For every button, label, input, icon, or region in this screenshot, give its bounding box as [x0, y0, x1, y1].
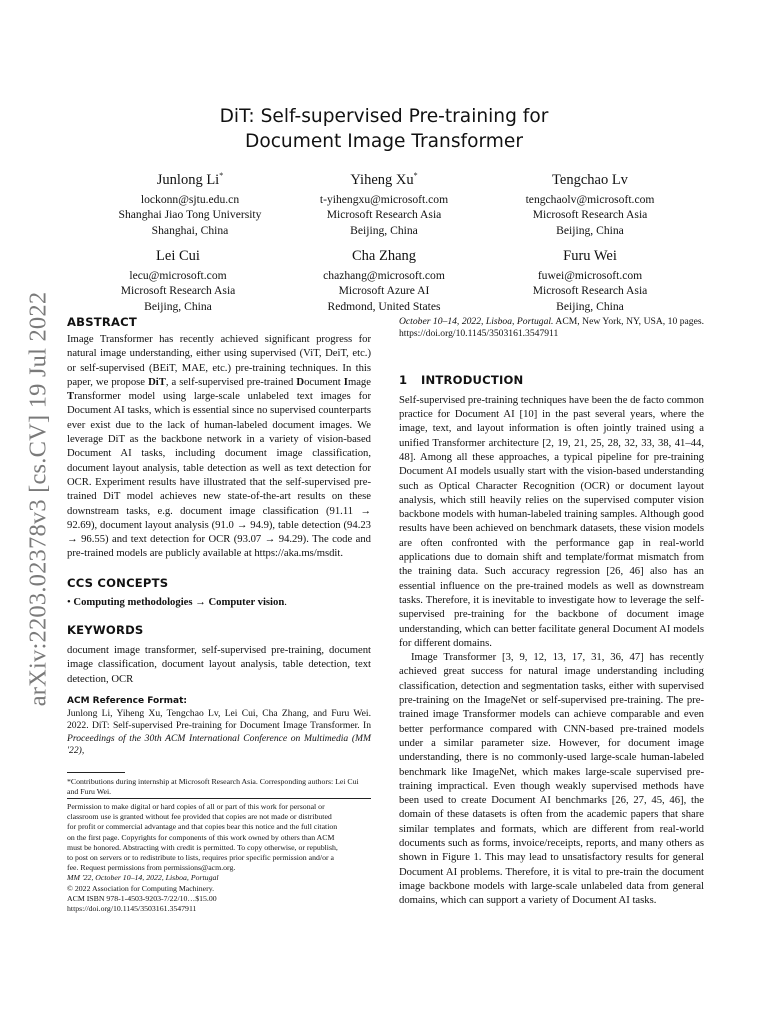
author-location: Redmond, United States — [327, 300, 441, 314]
author-name: Tengchao Lv — [552, 171, 628, 188]
author-affiliation: Shanghai Jiao Tong University — [118, 208, 262, 222]
author-location: Beijing, China — [350, 224, 418, 238]
keywords-heading: KEYWORDS — [67, 623, 144, 638]
ccs-heading: CCS CONCEPTS — [67, 575, 169, 590]
author-location: Beijing, China — [556, 300, 624, 314]
author-affiliation: Microsoft Research Asia — [532, 208, 648, 222]
keywords-text: document image transformer, self-supervised pre-training, document image classification, document layout analysis, table detection, text detection, OCR — [67, 645, 371, 685]
ccs-concept: • Computing methodologies → Computer vision. — [67, 596, 287, 608]
contribution-footnote: *Contributions during internship at Microsoft Research Asia. Corresponding authors: Lei Cui and Furu Wei. — [67, 776, 359, 796]
author-block — [274, 166, 494, 239]
author-footnote-mark: * — [219, 171, 224, 180]
author-email[interactable]: lecu@microsoft.com — [129, 268, 227, 282]
abstract-heading: ABSTRACT — [67, 315, 137, 329]
copyright-line: © 2022 Association for Computing Machinery. — [67, 883, 215, 893]
introduction-heading: 1 INTRODUCTION — [399, 372, 524, 387]
author-block — [480, 166, 700, 239]
doi-link[interactable]: https://doi.org/10.1145/3503161.3547911 — [67, 904, 197, 914]
paper-title — [150, 104, 618, 154]
permission-rule — [67, 798, 371, 799]
author-name: Cha Zhang — [351, 247, 417, 264]
author-block — [80, 166, 300, 239]
author-email[interactable]: lockonn@sjtu.edu.cn — [140, 192, 240, 206]
author-affiliation: Microsoft Azure AI — [338, 284, 430, 298]
left-column — [67, 314, 371, 797]
author-location: Beijing, China — [556, 224, 624, 238]
title-line-2: Document Image Transformer — [245, 131, 523, 152]
author-name: Yiheng Xu* — [350, 171, 418, 188]
author-affiliation: Microsoft Research Asia — [120, 284, 236, 298]
author-email[interactable]: chazhang@microsoft.com — [323, 268, 445, 282]
author-block — [68, 242, 288, 315]
arxiv-identifier[interactable]: arXiv:2203.02378v3 [cs.CV] 19 Jul 2022 — [24, 291, 52, 707]
author-location: Shanghai, China — [151, 224, 229, 238]
author-name: Junlong Li* — [156, 171, 224, 188]
permission-block — [67, 798, 371, 914]
author-email[interactable]: tengchaolv@microsoft.com — [525, 192, 655, 206]
abstract-text: Image Transformer has recently achieved significant progress for natural image understanding, either using supervised (ViT, DeiT, etc.) or self-supervised (BEiT, MAE, etc.) pre-training techniques. In this paper, we propose DiT, a self-supervised pre-trained Document Image Transformer model using large-scale unlabeled text images for Document AI tasks, which is essential since no supervised counterparts ever exist due to the lack of human-labeled document images. We leverage DiT as the backbone network in a variety of vision-based Document AI tasks, including document image classification, document layout analysis, table detection as well as text detection for OCR. Experiment results have illustrated that the self-supervised pre-trained DiT model achieves new state-of-the-art results on these downstream tasks, e.g. document image classification (91.11 → 92.69), document layout analysis (91.0 → 94.9), table detection (94.23 → 96.55) and text detection for OCR (93.07 → 94.29). The code and pre-trained models are publicly available at https://aka.ms/msdit. — [67, 334, 371, 560]
acm-reference-continuation: October 10–14, 2022, Lisboa, Portugal. ACM, New York, NY, USA, 10 pages. https://doi.org/10.1145/3503161.3547911 — [399, 316, 704, 340]
author-email[interactable]: t-yihengxu@microsoft.com — [319, 192, 449, 206]
permission-notice: Permission to make digital or hard copies of all or part of this work for personal or classroom use is granted without fee provided that copies are not made or distributed for profit or commercial advantage and that copies bear this notice and the full citation on the first page. Copyrights for components of this work owned by others than ACM must be honored. Abstracting with credit is permitted. To copy otherwise, or republish, to post on servers or to redistribute to lists, requires prior specific permission and/or a fee. Request permissions from permissions@acm.org. — [67, 802, 338, 873]
acm-reference-text: Junlong Li, Yiheng Xu, Tengchao Lv, Lei Cui, Cha Zhang, and Furu Wei. 2022. DiT: Self-supervised Pre-training for Document Image Transformer. In Proceedings of the 30th ACM International Conference on Multimedia (MM '22), — [67, 707, 371, 757]
author-block — [274, 242, 494, 315]
isbn-line: ACM ISBN 978-1-4503-9203-7/22/10…$15.00 — [67, 893, 217, 903]
acm-reference-heading: ACM Reference Format: — [67, 695, 187, 706]
code-link[interactable]: https://aka.ms/msdit — [254, 548, 341, 560]
author-block — [480, 242, 700, 315]
intro-paragraph-1: Self-supervised pre-training techniques have been the de facto common practice for Document AI [10] in the past several years, where the image, text, and layout information is often jointly trained using a unified Transformer architecture [2, 19, 21, 25, 28, 32, 33, 38, 41–44, 48]. Among all these approaches, a typical pipeline for pre-training Document AI models usually start with the vision-based understanding such as Optical Character Recognition (OCR) or document layout analysis, which still heavily relies on the supervised computer vision backbone models with human-labeled training samples. Although good results have been achieved on benchmark datasets, these vision models are often confronted with the performance gap in real-world applications due to domain shift and template/format mismatch from the training data. Such accuracy regression [26, 46] also has an essential influence on the pre-trained models as well as downstream tasks. Therefore, it is inevitable to investigate how to leverage the self-supervised pre-training for the backbone of document image understanding, which can better facilitate general Document AI models for different domains. — [399, 394, 704, 649]
title-line-1: DiT: Self-supervised Pre-training for — [219, 106, 549, 127]
footnote-rule — [67, 772, 125, 773]
author-name: Lei Cui — [156, 247, 200, 264]
author-name: Furu Wei — [563, 247, 617, 264]
author-email[interactable]: fuwei@microsoft.com — [537, 268, 643, 282]
arxiv-stamp — [18, 286, 58, 712]
intro-paragraph-2: Image Transformer [3, 9, 12, 13, 17, 31, 36, 47] has recently achieved great success for natural image understanding including classification, detection and segmentation tasks, either with supervised pre-training on the ImageNet or self-supervised pre-training. The pre-trained image Transformer models can achieve comparable and even better performance compared with CNN-based pre-trained models under a similar parameter size. However, for document image understanding, there is no commonly-used large-scale human-labeled benchmark like ImageNet, which makes large-scale supervised pre-training impractical. Even though weakly supervised methods have been used to create Document AI benchmarks [26, 27, 45, 46], the domain of these datasets is often from the academic papers that share similar templates and formats, which are different from real-world documents such as forms, invoice/receipts, reports, and many others as shown in Figure 1. This may lead to unsatisfactory results for general Document AI problems. Therefore, it is vital to pre-train the document image backbone models with large-scale unlabeled data from general domains, which can support a variety of Document AI tasks. — [399, 652, 704, 907]
author-affiliation: Microsoft Research Asia — [532, 284, 648, 298]
author-location: Beijing, China — [144, 300, 212, 314]
right-column — [399, 316, 704, 909]
conference-line: MM '22, October 10–14, 2022, Lisboa, Portugal — [67, 873, 219, 883]
author-affiliation: Microsoft Research Asia — [326, 208, 442, 222]
author-footnote-mark: * — [413, 171, 418, 180]
